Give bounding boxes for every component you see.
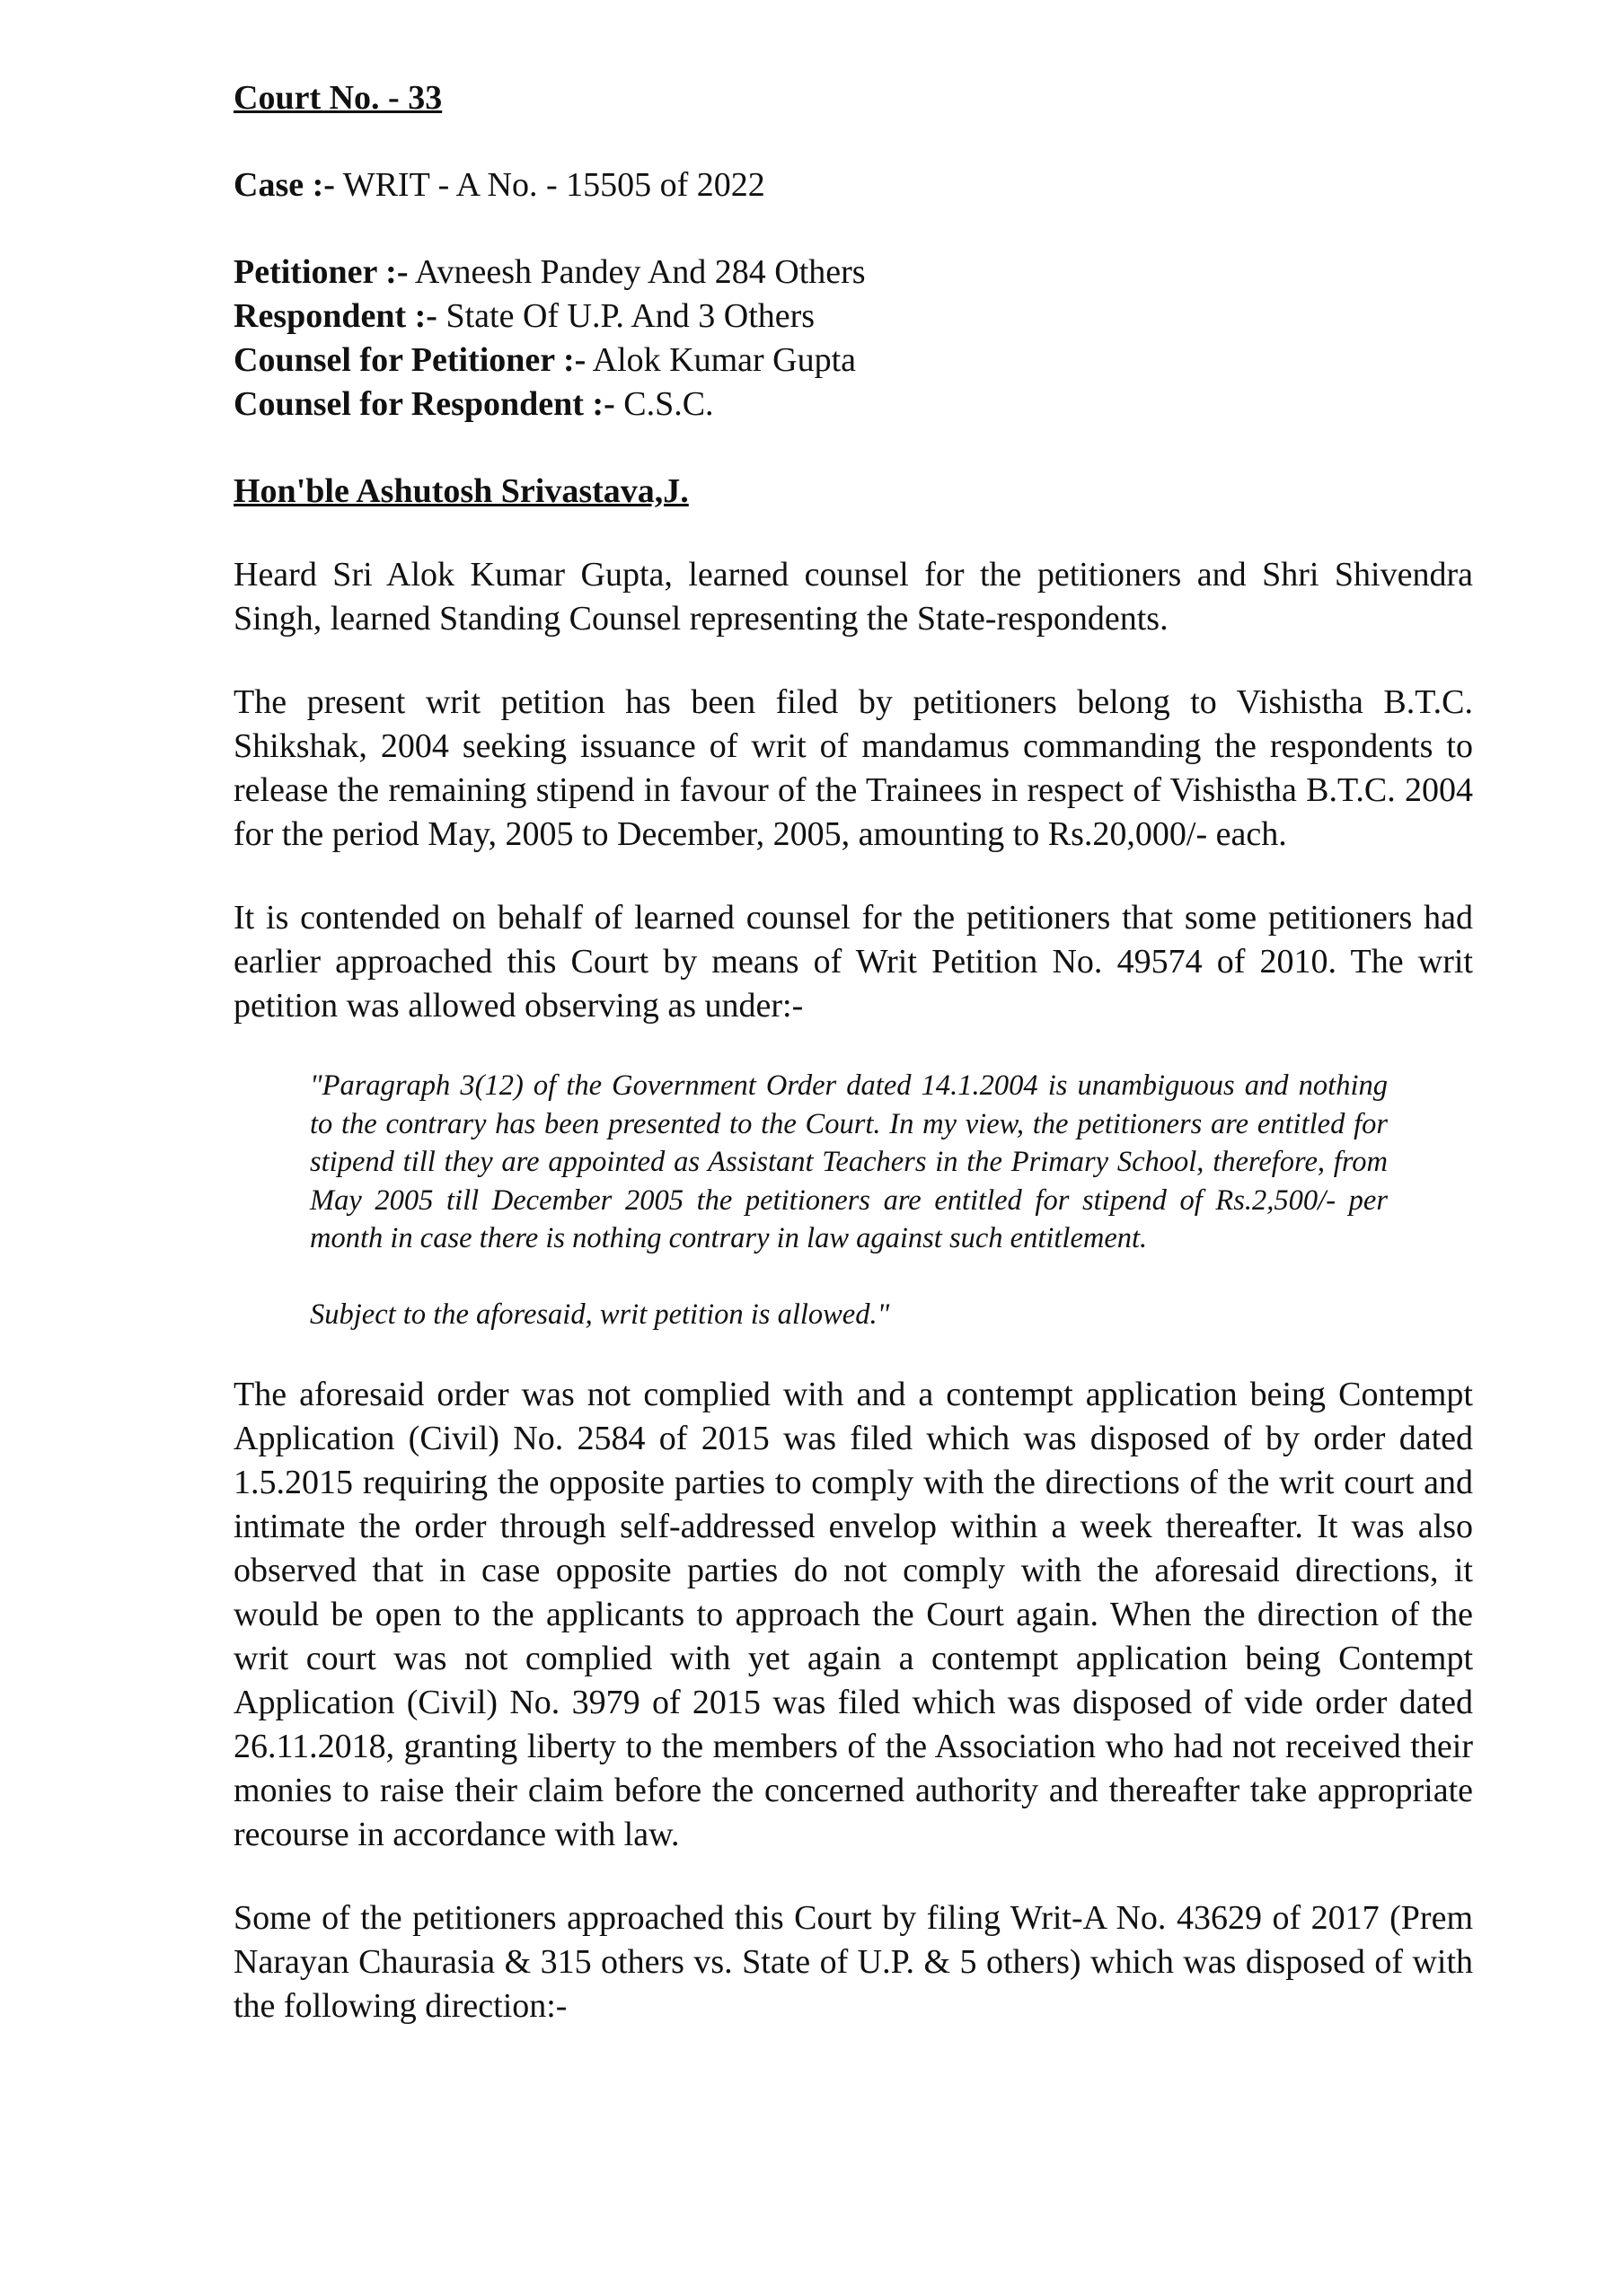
quoted-order-conclusion: Subject to the aforesaid, writ petition is allowed.": [310, 1298, 890, 1331]
court-number: Court No. - 33: [234, 79, 443, 117]
paragraph-contention: It is contended on behalf of learned counsel for the petitioners that some petitioners had earlier approached this Court by means of Writ Petition No. 49574 of 2010. The writ petition was allowed observing as under:-: [234, 899, 1473, 1025]
judge-name: Hon'ble Ashutosh Srivastava,J.: [234, 472, 689, 510]
petitioner-counsel-value: Alok Kumar Gupta: [586, 341, 857, 379]
respondent-counsel-value: C.S.C.: [614, 385, 714, 423]
paragraph-petition: The present writ petition has been filed by petitioners belong to Vishistha B.T.C. Shikshak, 2004 seeking issuance of writ of mandamus commanding the respondents to release the remaining stipend in favour of the Trainees in respect of Vishistha B.T.C. 2004 for the period May, 2005 to December, 2005, amounting to Rs.20,000/- each.: [234, 683, 1473, 853]
paragraph-heard: Heard Sri Alok Kumar Gupta, learned counsel for the petitioners and Shri Shivendra Singh, learned Standing Counsel representing the State-respondents.: [234, 556, 1473, 638]
respondent-value: State Of U.P. And 3 Others: [437, 297, 816, 335]
parties-block: [234, 251, 1473, 427]
case-label: Case :-: [234, 166, 335, 204]
paragraph-contempt: The aforesaid order was not complied with and a contempt application being Contempt Application (Civil) No. 2584 of 2015 was filed which was disposed of by order dated 1.5.2015 requiring the opposite parties to comply with the directions of the writ court and intimate the order through self-addressed envelop within a week thereafter. It was also observed that in case opposite parties do not comply with the aforesaid directions, it would be open to the applicants to approach the Court again. When the direction of the writ court was not complied with yet again a contempt application being Contempt Application (Civil) No. 3979 of 2015 was filed which was disposed of vide order dated 26.11.2018, granting liberty to the members of the Association who had not received their monies to raise their claim before the concerned authority and thereafter take appropriate recourse in accordance with law.: [234, 1376, 1473, 1853]
case-number: WRIT - A No. - 15505 of 2022: [334, 166, 765, 204]
respondent-line: [234, 295, 1473, 339]
petitioner-counsel-label: Counsel for Petitioner :-: [234, 341, 587, 379]
respondent-label: Respondent :-: [234, 297, 437, 335]
respondent-counsel-label: Counsel for Respondent :-: [234, 385, 615, 423]
case-line: [234, 163, 1473, 207]
respondent-counsel-line: [234, 383, 1473, 427]
petitioner-line: [234, 251, 1473, 295]
petitioner-label: Petitioner :-: [234, 253, 409, 291]
petitioner-counsel-line: [234, 339, 1473, 383]
document-page: [234, 76, 1473, 2028]
quoted-order: "Paragraph 3(12) of the Government Order dated 14.1.2004 is unambiguous and nothing to the contrary has been presented to the Court. In my view, the petitioners are entitled for stipend till they are appointed as Assistant Teachers in the Primary School, therefore, from May 2005 till December 2005 the petitioners are entitled for stipend of Rs.2,500/- per month in case there is nothing contrary in law against such entitlement.: [310, 1069, 1388, 1254]
petitioner-value: Avneesh Pandey And 284 Others: [408, 253, 866, 291]
paragraph-subsequent-writ: Some of the petitioners approached this Court by filing Writ-A No. 43629 of 2017 (Prem Narayan Chaurasia & 315 others vs. State of U.P. & 5 others) which was disposed of with the following direction:-: [234, 1899, 1473, 2025]
